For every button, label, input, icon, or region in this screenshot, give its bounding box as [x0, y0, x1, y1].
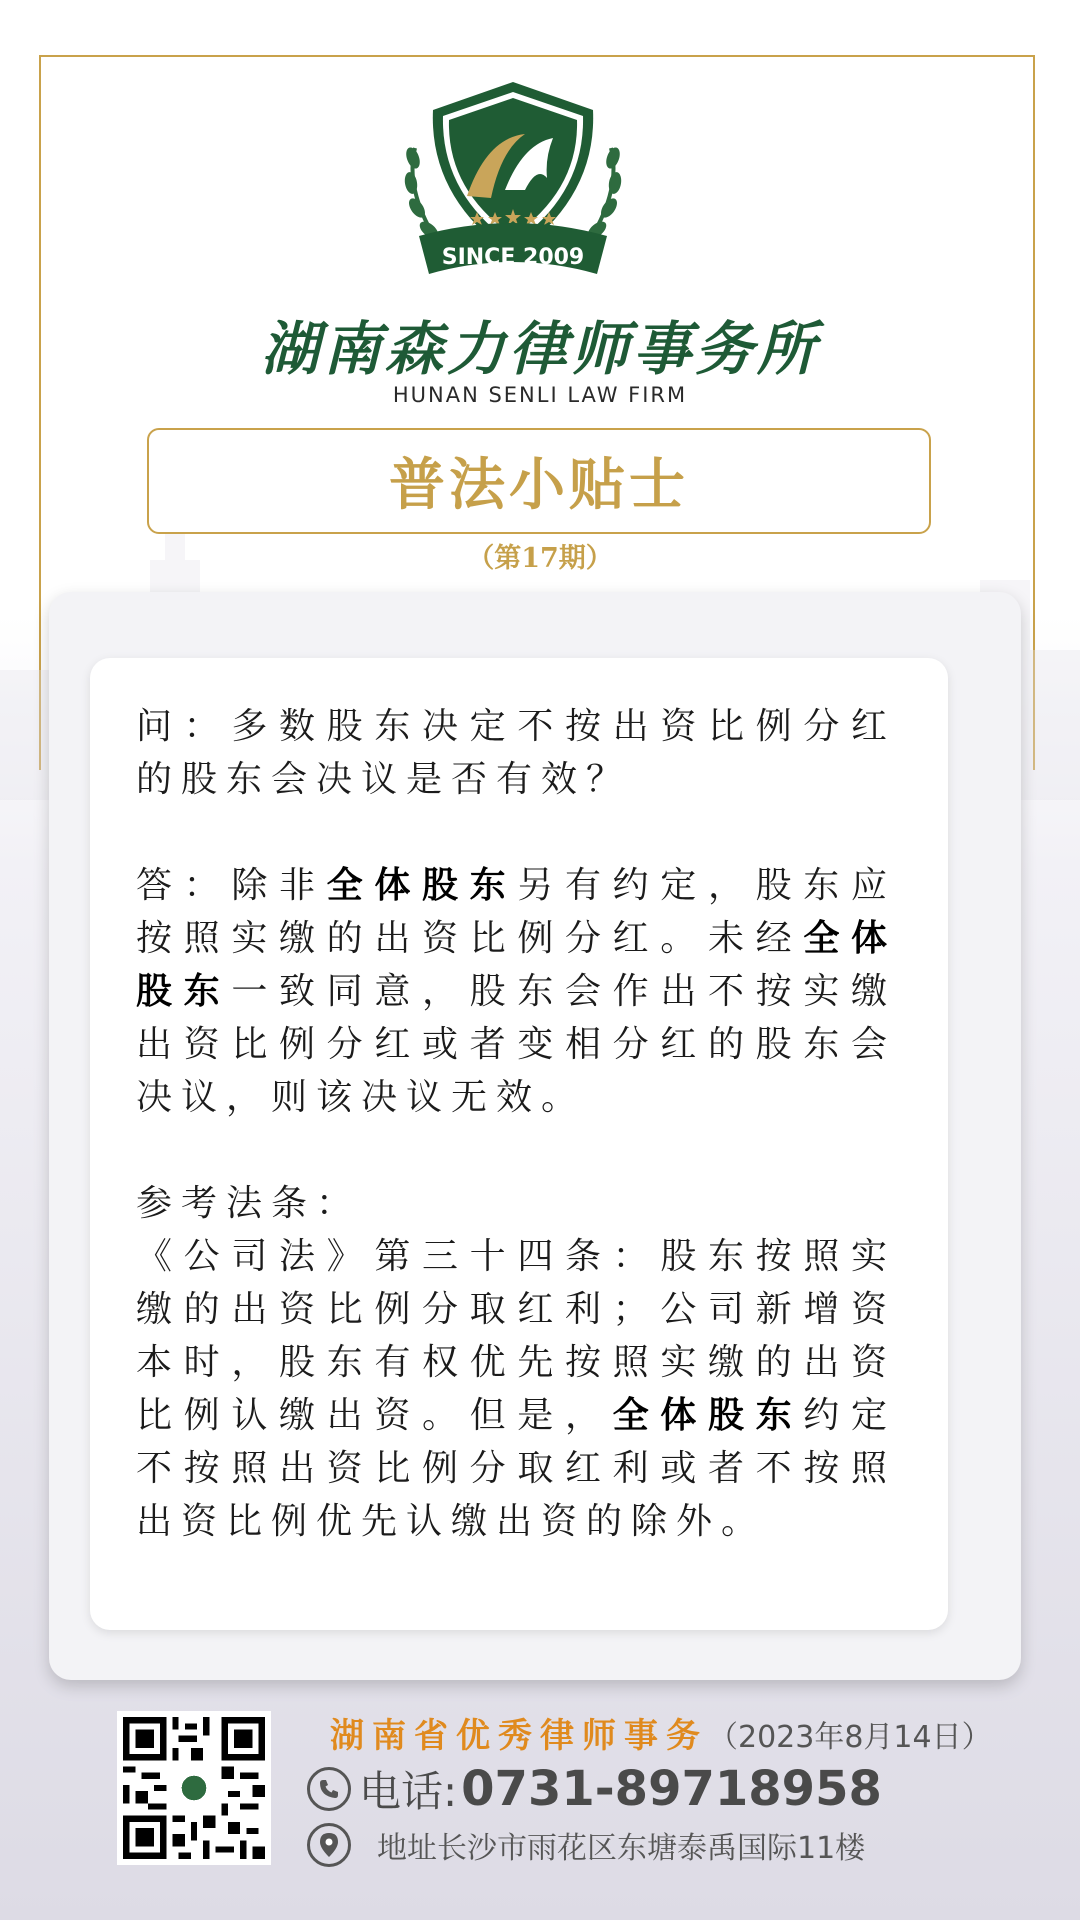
- article-content: [136, 700, 896, 1548]
- answer-text-2: 另有约定，股东应按照实缴的出资比例分红。未经: [136, 865, 896, 959]
- reference-heading: 参考法条：: [136, 1183, 362, 1224]
- phone-number: 0731-89718958: [461, 1761, 882, 1817]
- logo-since-text: SINCE 2009: [441, 245, 585, 270]
- footer-date: （2023年8月14日）: [708, 1720, 992, 1755]
- footer-org: 湖南省优秀律师事务: [330, 1716, 708, 1756]
- answer-bold-2: 全体股东: [136, 918, 896, 1012]
- title-box: [147, 428, 931, 534]
- footer-org-line: [330, 1708, 992, 1757]
- phone-icon: [307, 1767, 351, 1811]
- location-pin-icon: [307, 1823, 351, 1867]
- reference-paragraph: [136, 1230, 896, 1548]
- reference-text-2: 约定不按照出资比例分取红利或者不按照出资比例优先认缴出资的除外。: [136, 1395, 896, 1542]
- phone-row: [307, 1756, 882, 1822]
- answer-bold-1: 全体股东: [326, 865, 518, 906]
- issue-number: （第17期）: [467, 543, 613, 574]
- question-paragraph: 问：多数股东决定不按出资比例分红的股东会决议是否有效？: [136, 706, 896, 800]
- qr-code: [117, 1711, 271, 1865]
- reference-bold-1: 全体股东: [612, 1395, 804, 1436]
- phone-label: 电话:: [359, 1767, 458, 1816]
- address-text: 地址长沙市雨花区东塘泰禹国际11楼: [377, 1831, 866, 1866]
- answer-paragraph: [136, 859, 896, 1124]
- answer-text-3: 一致同意，股东会作出不按实缴出资比例分红或者变相分红的股东会决议，则该决议无效。: [136, 971, 896, 1118]
- firm-name-cn: 湖南森力律师事务所: [260, 315, 819, 383]
- firm-logo-badge: [397, 78, 629, 300]
- reference-text-1: 《公司法》第三十四条：股东按照实缴的出资比例分取红利；公司新增资本时，股东有权优先按照实缴的出资比例认缴出资。但是，: [136, 1236, 896, 1436]
- firm-name-en: HUNAN SENLI LAW FIRM: [392, 383, 688, 407]
- page-title: 普法小贴士: [389, 452, 689, 518]
- answer-text-1: 答：除非: [136, 865, 327, 906]
- address-row: [307, 1820, 865, 1870]
